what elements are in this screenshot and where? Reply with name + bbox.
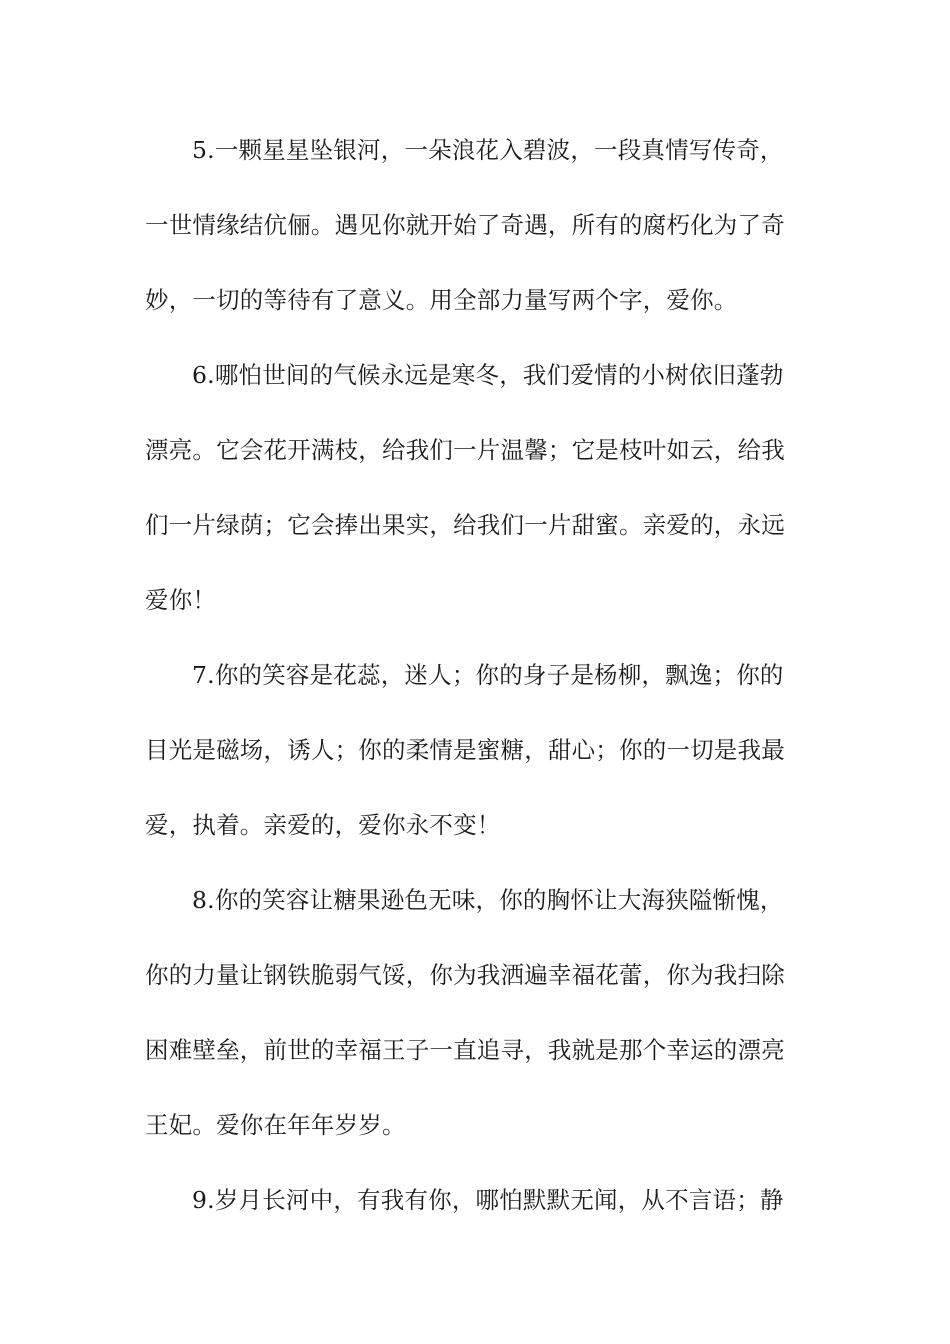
paragraph-7-line-3: 爱，执着。亲爱的，爱你永不变！ — [145, 811, 501, 839]
paragraph-5-line-3: 妙，一切的等待有了意义。用全部力量写两个字，爱你。 — [145, 286, 738, 314]
paragraph-9-line-1: 9.岁月长河中，有我有你，哪怕默默无闻，从不言语；静 — [192, 1186, 784, 1214]
paragraph-8-line-2: 你的力量让钢铁脆弱气馁，你为我洒遍幸福花蕾，你为我扫除 — [145, 961, 785, 989]
paragraph-8-line-1: 8.你的笑容让糖果逊色无味，你的胸怀让大海狭隘惭愧， — [192, 886, 784, 914]
paragraph-7-line-1: 7.你的笑容是花蕊，迷人；你的身子是杨柳，飘逸；你的 — [192, 661, 784, 689]
paragraph-5-line-1: 5.一颗星星坠银河，一朵浪花入碧波，一段真情写传奇， — [192, 136, 784, 164]
paragraph-6-line-4: 爱你！ — [145, 586, 217, 614]
paragraph-7-line-2: 目光是磁场，诱人；你的柔情是蜜糖，甜心；你的一切是我最 — [145, 736, 785, 764]
paragraph-8-line-4: 王妃。爱你在年年岁岁。 — [145, 1111, 406, 1139]
paragraph-6-line-3: 们一片绿荫；它会捧出果实，给我们一片甜蜜。亲爱的，永远 — [145, 511, 785, 539]
paragraph-6-line-2: 漂亮。它会花开满枝，给我们一片温馨；它是枝叶如云，给我 — [145, 436, 785, 464]
paragraph-6-line-1: 6.哪怕世间的气候永远是寒冬，我们爱情的小树依旧蓬勃 — [192, 361, 784, 389]
paragraph-5-line-2: 一世情缘结伉俪。遇见你就开始了奇遇，所有的腐朽化为了奇 — [145, 211, 785, 239]
paragraph-8-line-3: 困难壁垒，前世的幸福王子一直追寻，我就是那个幸运的漂亮 — [145, 1036, 785, 1064]
